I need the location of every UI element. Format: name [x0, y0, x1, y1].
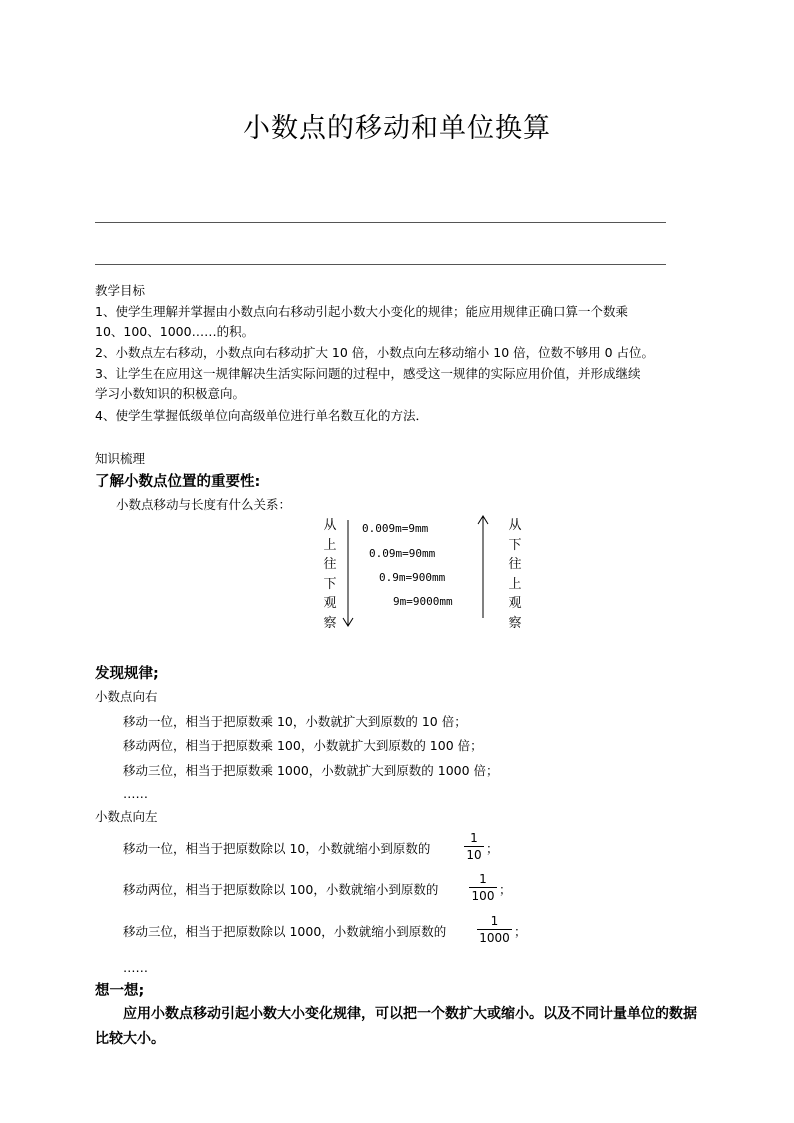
left-label-char: 下: [323, 576, 337, 592]
equation-1: 0.009m=9mm: [362, 522, 429, 535]
blank-line-1: [95, 222, 666, 223]
fraction: [464, 831, 484, 862]
left-move-heading: 小数点向左: [95, 809, 158, 824]
right-label-char: 上: [508, 576, 522, 592]
right-label-char: 观: [508, 596, 522, 611]
right-label-char: 往: [508, 557, 522, 572]
up-arrow-icon: [475, 514, 491, 620]
fraction-denominator: 1000: [479, 931, 510, 945]
goals-heading: 教学目标: [95, 283, 146, 298]
left-rule-1-tail: ；: [486, 841, 499, 856]
right-label-char: 从: [508, 518, 522, 533]
equation-4: 9m=9000mm: [393, 595, 453, 608]
fraction-bar: [477, 929, 512, 930]
fraction-numerator: 1: [490, 914, 499, 928]
fraction-denominator: 10: [466, 848, 482, 862]
left-rule-2-tail: ；: [499, 882, 512, 897]
rules-heading: 发现规律;: [95, 666, 159, 682]
right-label-char: 察: [508, 615, 522, 631]
fraction-numerator: 1: [479, 872, 487, 886]
blank-line-2: [95, 264, 666, 265]
goal-1-cont: 10、100、1000……的积。: [95, 324, 255, 339]
left-label-char: 上: [323, 537, 337, 553]
left-rule-3: 移动三位，相当于把原数除以 1000，小数就缩小到原数的: [123, 924, 447, 939]
fraction-bar: [469, 887, 497, 888]
right-move-heading: 小数点向右: [95, 689, 158, 704]
fraction-numerator: 1: [470, 831, 478, 845]
left-label-char: 观: [323, 596, 337, 611]
right-rule-2: 移动两位，相当于把原数乘 100，小数就扩大到原数的 100 倍；: [123, 738, 483, 753]
fraction: [477, 914, 512, 945]
left-label-char: 往: [323, 557, 337, 572]
fraction: [469, 872, 497, 903]
right-rule-3: 移动三位，相当于把原数乘 1000，小数就扩大到原数的 1000 倍；: [123, 763, 499, 778]
right-rule-1: 移动一位，相当于把原数乘 10，小数就扩大到原数的 10 倍；: [123, 714, 467, 729]
left-label-char: 察: [323, 615, 337, 631]
think-line-1: 应用小数点移动引起小数大小变化规律，可以把一个数扩大或缩小。以及不同计量单位的数据: [123, 1006, 697, 1022]
knowledge-subheading: 了解小数点位置的重要性:: [95, 474, 261, 490]
goal-3-cont: 学习小数知识的积极意向。: [95, 386, 246, 401]
page-title: 小数点的移动和单位换算: [243, 113, 551, 144]
left-rule-2: 移动两位，相当于把原数除以 100，小数就缩小到原数的: [123, 882, 439, 897]
right-label-char: 下: [508, 537, 522, 553]
fraction-bar: [464, 846, 484, 847]
left-rule-1: 移动一位，相当于把原数除以 10，小数就缩小到原数的: [123, 841, 431, 856]
left-direction-label: [322, 516, 338, 633]
goal-2: 2、小数点左右移动，小数点向右移动扩大 10 倍，小数点向左移动缩小 10 倍，位数不够用 0 占位。: [95, 345, 655, 360]
equation-2: 0.09m=90mm: [369, 547, 436, 560]
think-line-2: 比较大小。: [95, 1031, 165, 1047]
right-direction-label: [507, 516, 523, 633]
down-arrow-icon: [340, 518, 356, 630]
goal-1: 1、使学生理解并掌握由小数点向右移动引起小数大小变化的规律；能应用规律正确口算一个数乘: [95, 304, 628, 319]
left-label-char: 从: [323, 518, 337, 533]
equation-3: 0.9m=900mm: [379, 571, 446, 584]
left-rule-3-tail: ；: [514, 924, 527, 939]
think-heading: 想一想;: [95, 983, 145, 999]
ellipsis: ……: [123, 786, 148, 801]
knowledge-heading: 知识梳理: [95, 451, 146, 466]
knowledge-question: 小数点移动与长度有什么关系：: [116, 497, 292, 512]
goal-4: 4、使学生掌握低级单位向高级单位进行单名数互化的方法．: [95, 408, 428, 423]
goal-3: 3、让学生在应用这一规律解决生活实际问题的过程中，感受这一规律的实际应用价值，并形成继续: [95, 366, 641, 381]
fraction-denominator: 100: [471, 889, 495, 903]
ellipsis: ……: [123, 960, 148, 975]
